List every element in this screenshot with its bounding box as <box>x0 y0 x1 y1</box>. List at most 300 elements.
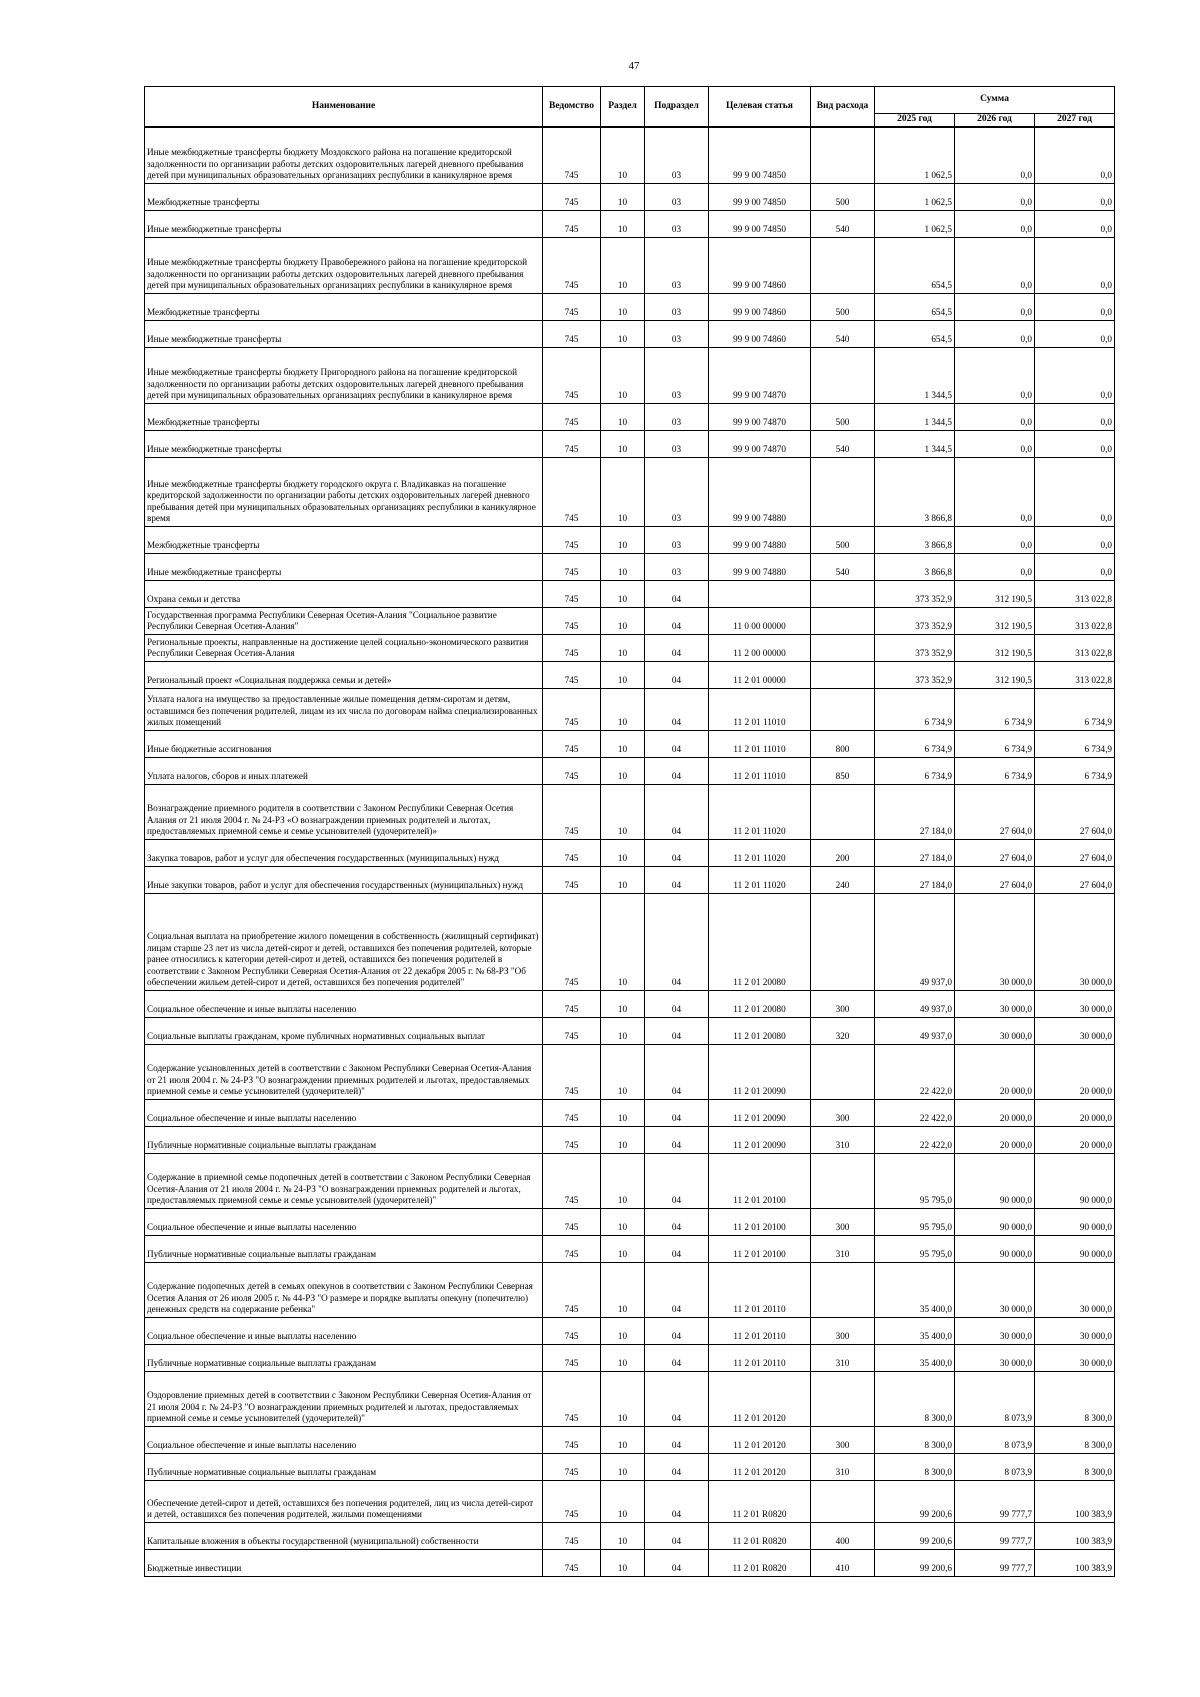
cell-expense-type <box>811 347 875 403</box>
table-row <box>145 1153 1115 1208</box>
table-row <box>145 688 1115 730</box>
table-row <box>145 580 1115 607</box>
cell-name: Региональные проекты, направленные на достижение целей социально-экономического развития Республики Северная Осетия-Алания <box>145 634 543 661</box>
cell-target-article: 11 2 01 20120 <box>709 1371 811 1426</box>
cell-name: Государственная программа Республики Северная Осетия-Алания "Социальное развитие Республики Северная Осетия-Алания" <box>145 607 543 634</box>
cell-expense-type: 540 <box>811 210 875 237</box>
cell-podrazdel: 03 <box>645 293 709 320</box>
cell-sum-2027: 0,0 <box>1035 210 1115 237</box>
cell-sum-2027: 27 604,0 <box>1035 784 1115 839</box>
cell-target-article: 99 9 00 74880 <box>709 526 811 553</box>
cell-razdel: 10 <box>601 1549 645 1576</box>
cell-podrazdel: 04 <box>645 990 709 1017</box>
cell-sum-2026: 312 190,5 <box>955 661 1035 688</box>
cell-expense-type: 310 <box>811 1235 875 1262</box>
cell-razdel: 10 <box>601 1153 645 1208</box>
table-row <box>145 661 1115 688</box>
cell-vedomstvo: 745 <box>543 237 601 293</box>
cell-sum-2026: 90 000,0 <box>955 1153 1035 1208</box>
cell-sum-2026: 90 000,0 <box>955 1208 1035 1235</box>
cell-vedomstvo: 745 <box>543 127 601 183</box>
cell-podrazdel: 04 <box>645 866 709 893</box>
cell-razdel: 10 <box>601 320 645 347</box>
cell-razdel: 10 <box>601 1344 645 1371</box>
cell-expense-type: 540 <box>811 320 875 347</box>
cell-podrazdel: 04 <box>645 1126 709 1153</box>
cell-name: Социальное обеспечение и иные выплаты населению <box>145 1099 543 1126</box>
cell-razdel: 10 <box>601 127 645 183</box>
cell-razdel: 10 <box>601 757 645 784</box>
cell-sum-2026: 6 734,9 <box>955 730 1035 757</box>
cell-name: Социальное обеспечение и иные выплаты населению <box>145 1317 543 1344</box>
cell-sum-2025: 8 300,0 <box>875 1371 955 1426</box>
cell-vedomstvo: 745 <box>543 1371 601 1426</box>
cell-podrazdel: 04 <box>645 1426 709 1453</box>
table-row <box>145 839 1115 866</box>
cell-razdel: 10 <box>601 784 645 839</box>
table-row <box>145 893 1115 990</box>
header-summa: Сумма <box>875 87 1115 114</box>
cell-target-article: 11 2 01 R0820 <box>709 1480 811 1522</box>
table-row <box>145 320 1115 347</box>
cell-name: Иные бюджетные ассигнования <box>145 730 543 757</box>
cell-podrazdel: 03 <box>645 553 709 580</box>
cell-razdel: 10 <box>601 1371 645 1426</box>
cell-vedomstvo: 745 <box>543 1208 601 1235</box>
cell-sum-2025: 49 937,0 <box>875 893 955 990</box>
cell-expense-type <box>811 1480 875 1522</box>
table-row <box>145 1344 1115 1371</box>
cell-razdel: 10 <box>601 1480 645 1522</box>
header-year-2025: 2025 год <box>875 114 955 128</box>
cell-podrazdel: 04 <box>645 1480 709 1522</box>
cell-razdel: 10 <box>601 457 645 526</box>
cell-target-article: 11 2 01 20080 <box>709 1017 811 1044</box>
cell-sum-2025: 99 200,6 <box>875 1480 955 1522</box>
cell-razdel: 10 <box>601 430 645 457</box>
cell-vedomstvo: 745 <box>543 293 601 320</box>
cell-expense-type <box>811 1044 875 1099</box>
cell-podrazdel: 04 <box>645 661 709 688</box>
cell-target-article: 99 9 00 74880 <box>709 553 811 580</box>
cell-sum-2025: 8 300,0 <box>875 1453 955 1480</box>
cell-name: Иные межбюджетные трансферты <box>145 430 543 457</box>
cell-vedomstvo: 745 <box>543 1262 601 1317</box>
cell-razdel: 10 <box>601 580 645 607</box>
cell-sum-2027: 27 604,0 <box>1035 866 1115 893</box>
cell-razdel: 10 <box>601 730 645 757</box>
cell-sum-2025: 3 866,8 <box>875 526 955 553</box>
cell-name: Публичные нормативные социальные выплаты гражданам <box>145 1453 543 1480</box>
cell-expense-type: 500 <box>811 526 875 553</box>
cell-name: Иные межбюджетные трансферты <box>145 210 543 237</box>
cell-target-article: 11 2 01 20110 <box>709 1317 811 1344</box>
header-expense-type: Вид расхода <box>811 87 875 128</box>
table-row <box>145 1017 1115 1044</box>
cell-podrazdel: 04 <box>645 784 709 839</box>
cell-target-article: 11 2 01 20080 <box>709 893 811 990</box>
cell-vedomstvo: 745 <box>543 893 601 990</box>
page-number: 47 <box>628 60 640 72</box>
cell-expense-type <box>811 893 875 990</box>
cell-target-article: 11 2 01 11010 <box>709 757 811 784</box>
header-name: Наименование <box>145 87 543 128</box>
cell-vedomstvo: 745 <box>543 1235 601 1262</box>
cell-podrazdel: 04 <box>645 1208 709 1235</box>
cell-target-article: 99 9 00 74860 <box>709 293 811 320</box>
cell-name: Региональный проект «Социальная поддержка семьи и детей» <box>145 661 543 688</box>
cell-sum-2026: 8 073,9 <box>955 1371 1035 1426</box>
cell-expense-type <box>811 1153 875 1208</box>
cell-sum-2027: 100 383,9 <box>1035 1480 1115 1522</box>
cell-razdel: 10 <box>601 1453 645 1480</box>
cell-razdel: 10 <box>601 1262 645 1317</box>
table-row <box>145 1235 1115 1262</box>
cell-sum-2027: 6 734,9 <box>1035 688 1115 730</box>
cell-sum-2026: 0,0 <box>955 526 1035 553</box>
table-row <box>145 183 1115 210</box>
header-target-article: Целевая статья <box>709 87 811 128</box>
cell-sum-2027: 20 000,0 <box>1035 1044 1115 1099</box>
cell-sum-2026: 20 000,0 <box>955 1044 1035 1099</box>
cell-razdel: 10 <box>601 210 645 237</box>
cell-podrazdel: 04 <box>645 730 709 757</box>
table-row <box>145 1371 1115 1426</box>
cell-sum-2025: 6 734,9 <box>875 688 955 730</box>
cell-sum-2027: 30 000,0 <box>1035 1317 1115 1344</box>
cell-target-article: 11 2 01 20110 <box>709 1262 811 1317</box>
cell-target-article: 11 2 01 R0820 <box>709 1522 811 1549</box>
cell-podrazdel: 04 <box>645 1317 709 1344</box>
cell-sum-2025: 373 352,9 <box>875 661 955 688</box>
cell-expense-type <box>811 688 875 730</box>
cell-name: Социальное обеспечение и иные выплаты населению <box>145 1208 543 1235</box>
cell-sum-2025: 654,5 <box>875 320 955 347</box>
cell-name: Межбюджетные трансферты <box>145 526 543 553</box>
cell-sum-2027: 313 022,8 <box>1035 634 1115 661</box>
cell-podrazdel: 04 <box>645 1044 709 1099</box>
cell-expense-type <box>811 580 875 607</box>
cell-name: Межбюджетные трансферты <box>145 403 543 430</box>
table-row <box>145 1480 1115 1522</box>
cell-podrazdel: 04 <box>645 1262 709 1317</box>
cell-name: Иные межбюджетные трансферты бюджету Правобережного района на погашение кредиторской задолженности по организации работы детских оздоровительных лагерей дневного пребывания детей при муниципальных образовательных организациях республики в каникулярное время <box>145 237 543 293</box>
cell-vedomstvo: 745 <box>543 553 601 580</box>
cell-podrazdel: 03 <box>645 127 709 183</box>
cell-expense-type: 300 <box>811 1426 875 1453</box>
table-row <box>145 1317 1115 1344</box>
table-body <box>145 127 1115 1576</box>
cell-sum-2025: 1 344,5 <box>875 347 955 403</box>
cell-sum-2026: 99 777,7 <box>955 1522 1035 1549</box>
cell-razdel: 10 <box>601 293 645 320</box>
cell-razdel: 10 <box>601 403 645 430</box>
cell-name: Социальная выплата на приобретение жилого помещения в собственность (жилищный сертификат) лицам старше 23 лет из числа детей-сирот и детей, оставшихся без попечения родителей, которые ранее относились к категории детей-сирот и детей, оставшихся без попечения родителей в соответствии с Законом Республики Северная Осетия-Алания от 22 декабря 2005 г. № 68-РЗ "Об обеспечении жильем детей-сирот и детей, оставшихся без попечения родителей" <box>145 893 543 990</box>
cell-vedomstvo: 745 <box>543 1153 601 1208</box>
cell-expense-type: 540 <box>811 430 875 457</box>
cell-sum-2026: 90 000,0 <box>955 1235 1035 1262</box>
cell-sum-2025: 49 937,0 <box>875 990 955 1017</box>
cell-name: Иные закупки товаров, работ и услуг для обеспечения государственных (муниципальных) нужд <box>145 866 543 893</box>
cell-sum-2026: 312 190,5 <box>955 607 1035 634</box>
cell-expense-type: 320 <box>811 1017 875 1044</box>
cell-expense-type: 540 <box>811 553 875 580</box>
cell-razdel: 10 <box>601 1426 645 1453</box>
cell-target-article: 99 9 00 74850 <box>709 210 811 237</box>
cell-target-article: 11 2 01 11010 <box>709 688 811 730</box>
cell-sum-2025: 22 422,0 <box>875 1099 955 1126</box>
cell-expense-type: 310 <box>811 1344 875 1371</box>
cell-expense-type <box>811 607 875 634</box>
cell-target-article: 99 9 00 74860 <box>709 237 811 293</box>
table-row <box>145 784 1115 839</box>
cell-sum-2025: 35 400,0 <box>875 1262 955 1317</box>
cell-name: Межбюджетные трансферты <box>145 293 543 320</box>
table-row <box>145 607 1115 634</box>
cell-sum-2025: 35 400,0 <box>875 1344 955 1371</box>
header-vedomstvo: Ведомство <box>543 87 601 128</box>
cell-target-article: 99 9 00 74880 <box>709 457 811 526</box>
cell-sum-2026: 20 000,0 <box>955 1126 1035 1153</box>
cell-name: Обеспечение детей-сирот и детей, оставшихся без попечения родителей, лиц из числа детей-сирот и детей, оставшихся без попечения родителей, жилыми помещениями <box>145 1480 543 1522</box>
cell-target-article: 99 9 00 74860 <box>709 320 811 347</box>
cell-podrazdel: 03 <box>645 457 709 526</box>
cell-sum-2025: 95 795,0 <box>875 1208 955 1235</box>
cell-razdel: 10 <box>601 607 645 634</box>
cell-sum-2027: 0,0 <box>1035 526 1115 553</box>
budget-table <box>144 86 1115 1577</box>
header-year-2027: 2027 год <box>1035 114 1115 128</box>
cell-name: Публичные нормативные социальные выплаты гражданам <box>145 1344 543 1371</box>
cell-sum-2026: 6 734,9 <box>955 757 1035 784</box>
cell-sum-2025: 99 200,6 <box>875 1522 955 1549</box>
table-row <box>145 430 1115 457</box>
cell-sum-2026: 8 073,9 <box>955 1453 1035 1480</box>
cell-sum-2025: 654,5 <box>875 237 955 293</box>
cell-expense-type: 500 <box>811 403 875 430</box>
cell-expense-type: 300 <box>811 990 875 1017</box>
cell-vedomstvo: 745 <box>543 1044 601 1099</box>
table-row <box>145 1099 1115 1126</box>
cell-sum-2027: 313 022,8 <box>1035 661 1115 688</box>
cell-vedomstvo: 745 <box>543 1522 601 1549</box>
cell-podrazdel: 04 <box>645 1153 709 1208</box>
cell-vedomstvo: 745 <box>543 1344 601 1371</box>
cell-expense-type <box>811 1371 875 1426</box>
cell-sum-2027: 0,0 <box>1035 293 1115 320</box>
cell-sum-2026: 30 000,0 <box>955 893 1035 990</box>
cell-sum-2025: 1 344,5 <box>875 430 955 457</box>
cell-target-article: 99 9 00 74870 <box>709 347 811 403</box>
cell-podrazdel: 04 <box>645 1453 709 1480</box>
cell-name: Иные межбюджетные трансферты <box>145 553 543 580</box>
cell-expense-type: 300 <box>811 1099 875 1126</box>
cell-name: Охрана семьи и детства <box>145 580 543 607</box>
cell-sum-2026: 99 777,7 <box>955 1549 1035 1576</box>
cell-vedomstvo: 745 <box>543 526 601 553</box>
cell-expense-type: 300 <box>811 1208 875 1235</box>
cell-razdel: 10 <box>601 183 645 210</box>
cell-sum-2026: 99 777,7 <box>955 1480 1035 1522</box>
cell-podrazdel: 04 <box>645 1017 709 1044</box>
cell-name: Иные межбюджетные трансферты бюджету Моздокского района на погашение кредиторской задолженности по организации работы детских оздоровительных лагерей дневного пребывания детей при муниципальных образовательных организациях республики в каникулярное время <box>145 127 543 183</box>
cell-sum-2026: 0,0 <box>955 430 1035 457</box>
cell-expense-type <box>811 784 875 839</box>
cell-podrazdel: 04 <box>645 688 709 730</box>
cell-target-article <box>709 580 811 607</box>
cell-razdel: 10 <box>601 553 645 580</box>
cell-sum-2025: 99 200,6 <box>875 1549 955 1576</box>
cell-sum-2025: 27 184,0 <box>875 866 955 893</box>
cell-target-article: 11 2 01 20090 <box>709 1044 811 1099</box>
cell-razdel: 10 <box>601 1208 645 1235</box>
header-year-2026: 2026 год <box>955 114 1035 128</box>
cell-target-article: 11 2 01 20120 <box>709 1426 811 1453</box>
cell-sum-2026: 30 000,0 <box>955 990 1035 1017</box>
cell-vedomstvo: 745 <box>543 661 601 688</box>
cell-sum-2027: 30 000,0 <box>1035 990 1115 1017</box>
cell-name: Бюджетные инвестиции <box>145 1549 543 1576</box>
cell-sum-2026: 312 190,5 <box>955 580 1035 607</box>
cell-podrazdel: 04 <box>645 580 709 607</box>
cell-sum-2025: 373 352,9 <box>875 607 955 634</box>
cell-target-article: 11 2 01 20090 <box>709 1126 811 1153</box>
table-row <box>145 866 1115 893</box>
cell-sum-2027: 30 000,0 <box>1035 893 1115 990</box>
cell-target-article: 11 2 01 00000 <box>709 661 811 688</box>
cell-sum-2025: 373 352,9 <box>875 634 955 661</box>
cell-sum-2025: 22 422,0 <box>875 1044 955 1099</box>
cell-expense-type <box>811 237 875 293</box>
cell-podrazdel: 03 <box>645 320 709 347</box>
cell-target-article: 11 2 01 11010 <box>709 730 811 757</box>
cell-sum-2027: 313 022,8 <box>1035 580 1115 607</box>
cell-podrazdel: 04 <box>645 757 709 784</box>
cell-target-article: 11 2 01 20120 <box>709 1453 811 1480</box>
cell-name: Публичные нормативные социальные выплаты гражданам <box>145 1235 543 1262</box>
cell-name: Иные межбюджетные трансферты бюджету Пригородного района на погашение кредиторской задолженности по организации работы детских оздоровительных лагерей дневного пребывания детей при муниципальных образовательных организациях республики в каникулярное время <box>145 347 543 403</box>
cell-vedomstvo: 745 <box>543 183 601 210</box>
table-row <box>145 1262 1115 1317</box>
cell-expense-type: 850 <box>811 757 875 784</box>
cell-razdel: 10 <box>601 1317 645 1344</box>
cell-name: Капитальные вложения в объекты государственной (муниципальной) собственности <box>145 1522 543 1549</box>
table-row <box>145 526 1115 553</box>
cell-razdel: 10 <box>601 1099 645 1126</box>
cell-razdel: 10 <box>601 839 645 866</box>
cell-sum-2027: 20 000,0 <box>1035 1099 1115 1126</box>
cell-expense-type: 310 <box>811 1453 875 1480</box>
cell-vedomstvo: 745 <box>543 1017 601 1044</box>
cell-razdel: 10 <box>601 634 645 661</box>
cell-sum-2025: 1 062,5 <box>875 183 955 210</box>
cell-sum-2027: 6 734,9 <box>1035 730 1115 757</box>
cell-sum-2027: 0,0 <box>1035 457 1115 526</box>
cell-sum-2025: 6 734,9 <box>875 730 955 757</box>
cell-sum-2025: 8 300,0 <box>875 1426 955 1453</box>
cell-vedomstvo: 745 <box>543 1317 601 1344</box>
cell-sum-2026: 0,0 <box>955 320 1035 347</box>
cell-sum-2027: 30 000,0 <box>1035 1017 1115 1044</box>
cell-sum-2025: 654,5 <box>875 293 955 320</box>
cell-sum-2025: 3 866,8 <box>875 457 955 526</box>
cell-sum-2027: 100 383,9 <box>1035 1549 1115 1576</box>
cell-sum-2025: 22 422,0 <box>875 1126 955 1153</box>
header-razdel: Раздел <box>601 87 645 128</box>
table-row <box>145 553 1115 580</box>
cell-sum-2026: 0,0 <box>955 553 1035 580</box>
cell-name: Социальные выплаты гражданам, кроме публичных нормативных социальных выплат <box>145 1017 543 1044</box>
cell-vedomstvo: 745 <box>543 784 601 839</box>
cell-expense-type: 500 <box>811 293 875 320</box>
cell-sum-2027: 0,0 <box>1035 183 1115 210</box>
cell-sum-2026: 0,0 <box>955 457 1035 526</box>
table-row <box>145 1549 1115 1576</box>
cell-vedomstvo: 745 <box>543 580 601 607</box>
cell-target-article: 11 2 01 20110 <box>709 1344 811 1371</box>
cell-target-article: 11 2 01 20100 <box>709 1235 811 1262</box>
cell-sum-2027: 8 300,0 <box>1035 1371 1115 1426</box>
cell-podrazdel: 04 <box>645 634 709 661</box>
cell-target-article: 99 9 00 74870 <box>709 430 811 457</box>
cell-sum-2025: 1 062,5 <box>875 127 955 183</box>
cell-target-article: 99 9 00 74850 <box>709 127 811 183</box>
cell-sum-2027: 90 000,0 <box>1035 1153 1115 1208</box>
cell-sum-2027: 100 383,9 <box>1035 1522 1115 1549</box>
cell-podrazdel: 03 <box>645 210 709 237</box>
cell-razdel: 10 <box>601 1017 645 1044</box>
table-row <box>145 1044 1115 1099</box>
cell-sum-2025: 95 795,0 <box>875 1235 955 1262</box>
cell-expense-type: 310 <box>811 1126 875 1153</box>
table-row <box>145 634 1115 661</box>
cell-vedomstvo: 745 <box>543 347 601 403</box>
cell-podrazdel: 04 <box>645 1371 709 1426</box>
table-row <box>145 1453 1115 1480</box>
cell-sum-2027: 27 604,0 <box>1035 839 1115 866</box>
cell-expense-type: 800 <box>811 730 875 757</box>
cell-podrazdel: 03 <box>645 347 709 403</box>
cell-expense-type: 500 <box>811 183 875 210</box>
cell-target-article: 11 2 01 20100 <box>709 1153 811 1208</box>
cell-sum-2027: 90 000,0 <box>1035 1208 1115 1235</box>
cell-sum-2025: 27 184,0 <box>875 784 955 839</box>
cell-target-article: 11 2 01 R0820 <box>709 1549 811 1576</box>
cell-name: Вознаграждение приемного родителя в соответствии с Законом Республики Северная Осетия Алания от 21 июля 2004 г. № 24-РЗ «О вознаграждении приемных родителей и льготах, предоставляемых приемной семье и семье усыновителей (удочерителей)» <box>145 784 543 839</box>
cell-vedomstvo: 745 <box>543 1453 601 1480</box>
cell-expense-type <box>811 457 875 526</box>
cell-sum-2027: 0,0 <box>1035 127 1115 183</box>
cell-vedomstvo: 745 <box>543 457 601 526</box>
cell-sum-2026: 0,0 <box>955 347 1035 403</box>
table-row <box>145 757 1115 784</box>
cell-sum-2025: 95 795,0 <box>875 1153 955 1208</box>
cell-razdel: 10 <box>601 1235 645 1262</box>
header-podrazdel: Подраздел <box>645 87 709 128</box>
cell-name: Уплата налога на имущество за предоставленные жилые помещения детям-сиротам и детям, оставшимся без попечения родителей, лицам из их числа по договорам найма специализированных жилых помещений <box>145 688 543 730</box>
cell-razdel: 10 <box>601 688 645 730</box>
cell-sum-2027: 0,0 <box>1035 320 1115 347</box>
table-row <box>145 210 1115 237</box>
cell-vedomstvo: 745 <box>543 210 601 237</box>
cell-sum-2026: 30 000,0 <box>955 1344 1035 1371</box>
cell-expense-type <box>811 634 875 661</box>
cell-razdel: 10 <box>601 990 645 1017</box>
cell-sum-2026: 0,0 <box>955 210 1035 237</box>
table-row <box>145 1522 1115 1549</box>
cell-vedomstvo: 745 <box>543 1426 601 1453</box>
cell-sum-2026: 8 073,9 <box>955 1426 1035 1453</box>
